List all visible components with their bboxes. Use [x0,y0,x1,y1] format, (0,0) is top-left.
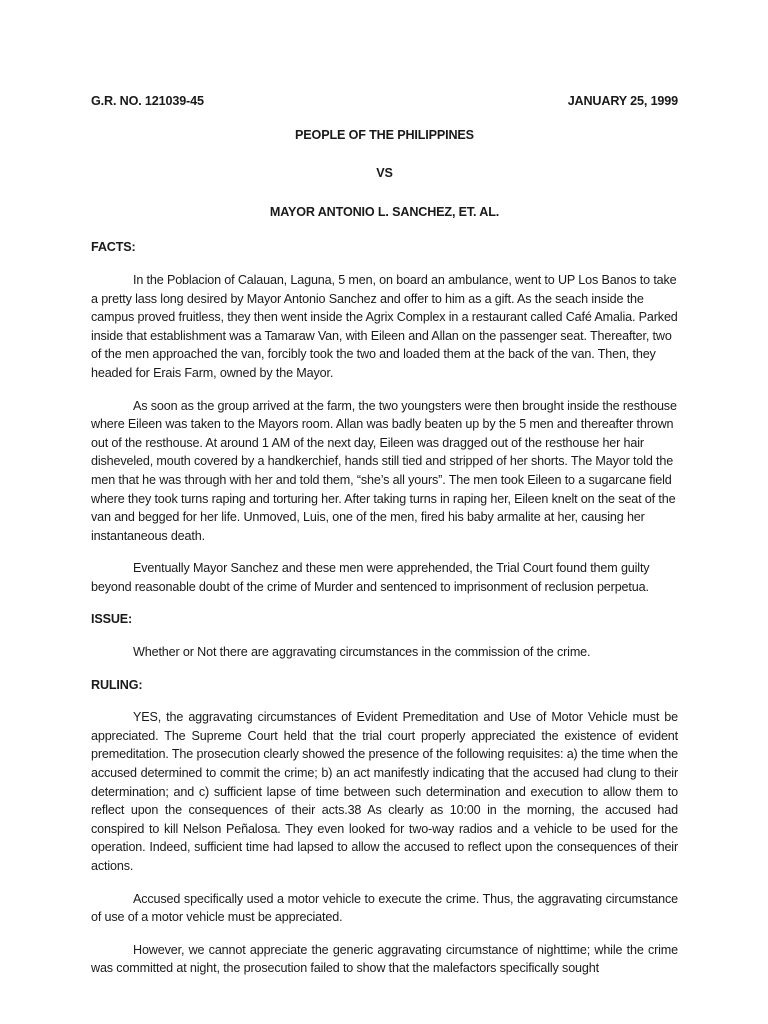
facts-paragraph: As soon as the group arrived at the farm, the two youngsters were then brought inside the resthouse where Eileen was taken to the Mayors room. Allan was badly beaten up by the 5 men and thereafter thrown out of the resthouse. At around 1 AM of the next day, Eileen was dragged out of the resthouse her hair disheveled, mouth covered by a handkerchief, hands still tied and stripped of her shorts. The Mayor told the men that he was through with her and told them, “she’s all yours”. The men took Eileen to a sugarcane field where they took turns raping and torturing her. After taking turns in raping her, Eileen knelt on the seat of the van and begged for her life. Unmoved, Luis, one of the men, fired his baby armalite at her, causing her instantaneous death. [91,398,677,543]
issue-heading: ISSUE: [91,612,133,627]
issue-paragraph: Whether or Not there are aggravating circumstances in the commission of the crime. [133,645,591,660]
ruling-paragraph: Accused specifically used a motor vehicle to execute the crime. Thus, the aggravating circumstance of use of a motor vehicle must be appreciated. [91,891,678,925]
ruling-paragraph: However, we cannot appreciate the generic aggravating circumstance of nighttime; while the crime was committed at night, the prosecution failed to show that the malefactors specifically sought [91,942,678,976]
plaintiff-title: PEOPLE OF THE PHILIPPINES [295,127,474,142]
case-number: G.R. NO. 121039-45 [91,94,204,108]
decision-date: JANUARY 25, 1999 [567,94,678,108]
versus-label: VS [376,166,393,181]
facts-paragraph: In the Poblacion of Calauan, Laguna, 5 men, on board an ambulance, went to UP Los Banos to take a pretty lass long desired by Mayor Antonio Sanchez and offer to him as a gift. As the seach inside the campus proved fruitless, they then went inside the Agrix Complex in a restaurant called Café Amalia. Parked inside that establishment was a Tamaraw Van, with Eileen and Allan on the passenger seat. Thereafter, two of the men approached the van, forcibly took the two and loaded them at the back of the van. Then, they headed for Erais Farm, owned by the Mayor. [91,272,678,380]
document-page [91,92,678,978]
facts-paragraph: Eventually Mayor Sanchez and these men were apprehended, the Trial Court found them guilty beyond reasonable doubt of the crime of Murder and sentenced to imprisonment of reclusion perpetua. [91,561,650,594]
ruling-paragraph: YES, the aggravating circumstances of Evident Premeditation and Use of Motor Vehicle must be appreciated. The Supreme Court held that the trial court properly appreciated the existence of evident premeditation. The prosecution clearly showed the presence of the following requisites: a) the time when the accused determined to commit the crime; b) an act manifestly indicating that the accused had clung to their determination; and c) sufficient lapse of time between such determination and execution to allow them to reflect upon the consequences of their acts.38 As clearly as 10:00 in the morning, the accused had conspired to kill Nelson Peñalosa. They even looked for two-way radios and a vehicle to be used for the operation. Indeed, sufficient time had lapsed to allow the accused to reflect upon the consequences of their actions. [91,710,678,873]
document-header [91,92,678,111]
ruling-heading: RULING: [91,677,143,692]
defendant-title: MAYOR ANTONIO L. SANCHEZ, ET. AL. [269,204,500,219]
facts-heading: FACTS: [91,240,136,255]
